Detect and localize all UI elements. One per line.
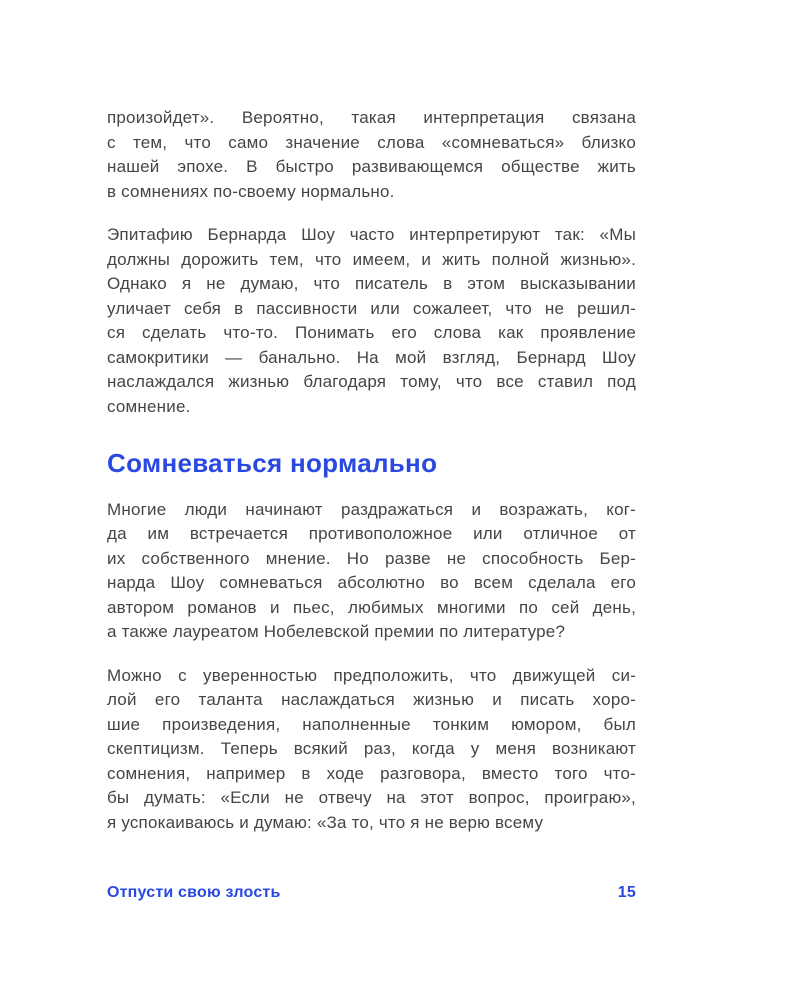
section-heading: Сомневаться нормально — [107, 448, 438, 478]
text-line: произойдет». Вероятно, такая интерпретация связана — [107, 108, 636, 127]
text-line: а также лауреатом Нобелевской премии по литературе? — [107, 622, 566, 641]
text-line: нарда Шоу сомневаться абсолютно во всем сделала его — [107, 573, 636, 592]
text-line: самокритики — банально. На мой взгляд, Бернард Шоу — [107, 347, 636, 367]
text-line: их собственного мнение. Но разве не способность Бер- — [107, 548, 636, 568]
text-line: сомнение. — [107, 396, 191, 416]
text-line: нашей эпохе. В быстро развивающемся обществе жить — [107, 157, 636, 176]
text-line: скептицизм. Теперь всякий раз, когда у меня возникают — [107, 739, 636, 758]
text-line: Эпитафию Бернарда Шоу часто интерпретируют так: «Мы — [107, 225, 636, 244]
text-line: лой его таланта наслаждаться жизнью и писать хоро- — [107, 690, 636, 709]
paragraph-1 — [107, 106, 636, 204]
page-content — [107, 106, 636, 854]
text-line: наслаждался жизнью благодаря тому, что все ставил под — [107, 372, 636, 391]
paragraph-3 — [107, 498, 636, 645]
text-line: должны дорожить тем, что имеем, и жить полной жизнью». — [107, 249, 636, 269]
paragraph-4 — [107, 664, 636, 836]
text-line: ся сделать что-то. Понимать его слова как проявление — [107, 323, 636, 342]
text-line: Многие люди начинают раздражаться и возражать, ког- — [107, 499, 636, 519]
text-line: автором романов и пьес, любимых многими по сей день, — [107, 597, 636, 617]
text-line: уличает себя в пассивности или сожалеет, что не решил- — [107, 298, 636, 318]
text-line: да им встречается противоположное или отличное от — [107, 524, 636, 543]
page-footer — [107, 884, 636, 902]
text-line: в сомнениях по-своему нормально. — [107, 181, 395, 201]
text-line: шие произведения, наполненные тонким юмором, был — [107, 714, 636, 734]
text-line: сомнения, например в ходе разговора, вместо того что- — [107, 763, 636, 783]
page-number: 15 — [617, 884, 636, 901]
text-line: бы думать: «Если не отвечу на этот вопрос, проиграю», — [107, 788, 636, 807]
text-line: Однако я не думаю, что писатель в этом высказывании — [107, 274, 636, 293]
running-title: Отпусти свою злость — [107, 884, 281, 901]
text-line: с тем, что само значение слова «сомневаться» близко — [107, 132, 636, 152]
text-line: я успокаиваюсь и думаю: «За то, что я не верю всему — [107, 812, 544, 832]
paragraph-2 — [107, 223, 636, 419]
text-line: Можно с уверенностью предположить, что движущей си- — [107, 665, 636, 685]
